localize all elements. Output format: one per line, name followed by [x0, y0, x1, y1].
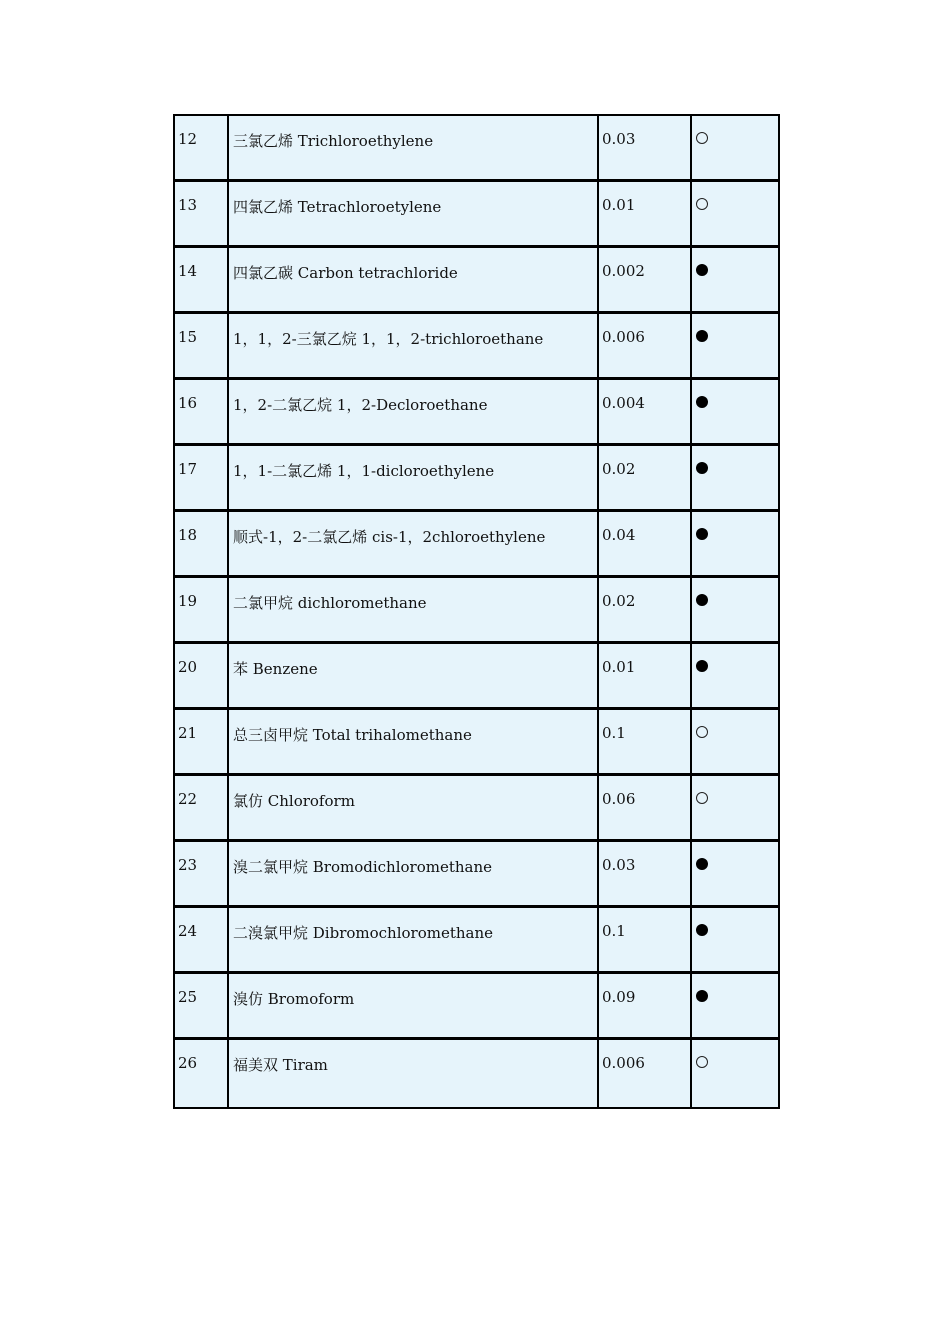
mark-cell: [692, 248, 778, 314]
row-number: 22: [175, 776, 229, 842]
limit-value: 0.01: [599, 182, 692, 248]
water-standards-table: [175, 116, 778, 1107]
row-number: 19: [175, 578, 229, 644]
substance-name: 二氯甲烷 dichloromethane: [229, 578, 599, 644]
table-row: [175, 314, 778, 380]
limit-value: 0.06: [599, 776, 692, 842]
substance-name: 氯仿 Chloroform: [229, 776, 599, 842]
substance-name: 总三卤甲烷 Total trihalomethane: [229, 710, 599, 776]
table-body: [175, 116, 778, 1107]
substance-name: 福美双 Tiram: [229, 1040, 599, 1107]
row-number: 13: [175, 182, 229, 248]
limit-value: 0.03: [599, 116, 692, 182]
limit-value: 0.09: [599, 974, 692, 1040]
table-row: [175, 776, 778, 842]
limit-value: 0.04: [599, 512, 692, 578]
open-circle-icon: [696, 198, 708, 210]
limit-value: 0.006: [599, 314, 692, 380]
mark-cell: [692, 116, 778, 182]
filled-circle-icon: [696, 858, 708, 870]
filled-circle-icon: [696, 924, 708, 936]
mark-cell: [692, 842, 778, 908]
filled-circle-icon: [696, 594, 708, 606]
row-number: 21: [175, 710, 229, 776]
mark-cell: [692, 314, 778, 380]
table-row: [175, 182, 778, 248]
standards-table-container: [173, 114, 780, 1109]
filled-circle-icon: [696, 462, 708, 474]
row-number: 25: [175, 974, 229, 1040]
open-circle-icon: [696, 132, 708, 144]
row-number: 16: [175, 380, 229, 446]
row-number: 23: [175, 842, 229, 908]
mark-cell: [692, 380, 778, 446]
limit-value: 0.02: [599, 446, 692, 512]
substance-name: 四氯乙碳 Carbon tetrachloride: [229, 248, 599, 314]
filled-circle-icon: [696, 660, 708, 672]
row-number: 14: [175, 248, 229, 314]
table-row: [175, 578, 778, 644]
substance-name: 1，1-二氯乙烯 1，1-dicloroethylene: [229, 446, 599, 512]
row-number: 20: [175, 644, 229, 710]
limit-value: 0.1: [599, 710, 692, 776]
table-row: [175, 512, 778, 578]
limit-value: 0.02: [599, 578, 692, 644]
row-number: 18: [175, 512, 229, 578]
substance-name: 顺式-1，2-二氯乙烯 cis-1，2chloroethylene: [229, 512, 599, 578]
table-row: [175, 842, 778, 908]
mark-cell: [692, 182, 778, 248]
limit-value: 0.01: [599, 644, 692, 710]
mark-cell: [692, 644, 778, 710]
table-row: [175, 116, 778, 182]
substance-name: 1，2-二氯乙烷 1，2-Decloroethane: [229, 380, 599, 446]
row-number: 12: [175, 116, 229, 182]
filled-circle-icon: [696, 330, 708, 342]
table-row: [175, 908, 778, 974]
filled-circle-icon: [696, 528, 708, 540]
substance-name: 三氯乙烯 Trichloroethylene: [229, 116, 599, 182]
filled-circle-icon: [696, 264, 708, 276]
mark-cell: [692, 710, 778, 776]
open-circle-icon: [696, 726, 708, 738]
substance-name: 四氯乙烯 Tetrachloroetylene: [229, 182, 599, 248]
open-circle-icon: [696, 792, 708, 804]
mark-cell: [692, 512, 778, 578]
substance-name: 1，1，2-三氯乙烷 1，1，2-trichloroethane: [229, 314, 599, 380]
mark-cell: [692, 1040, 778, 1107]
row-number: 26: [175, 1040, 229, 1107]
mark-cell: [692, 578, 778, 644]
limit-value: 0.1: [599, 908, 692, 974]
limit-value: 0.03: [599, 842, 692, 908]
table-row: [175, 1040, 778, 1107]
mark-cell: [692, 908, 778, 974]
row-number: 17: [175, 446, 229, 512]
row-number: 15: [175, 314, 229, 380]
table-row: [175, 974, 778, 1040]
open-circle-icon: [696, 1056, 708, 1068]
table-row: [175, 710, 778, 776]
mark-cell: [692, 776, 778, 842]
limit-value: 0.006: [599, 1040, 692, 1107]
filled-circle-icon: [696, 396, 708, 408]
substance-name: 溴仿 Bromoform: [229, 974, 599, 1040]
table-row: [175, 380, 778, 446]
row-number: 24: [175, 908, 229, 974]
filled-circle-icon: [696, 990, 708, 1002]
limit-value: 0.004: [599, 380, 692, 446]
table-row: [175, 446, 778, 512]
substance-name: 二溴氯甲烷 Dibromochloromethane: [229, 908, 599, 974]
table-row: [175, 248, 778, 314]
mark-cell: [692, 446, 778, 512]
mark-cell: [692, 974, 778, 1040]
limit-value: 0.002: [599, 248, 692, 314]
table-row: [175, 644, 778, 710]
substance-name: 溴二氯甲烷 Bromodichloromethane: [229, 842, 599, 908]
substance-name: 苯 Benzene: [229, 644, 599, 710]
